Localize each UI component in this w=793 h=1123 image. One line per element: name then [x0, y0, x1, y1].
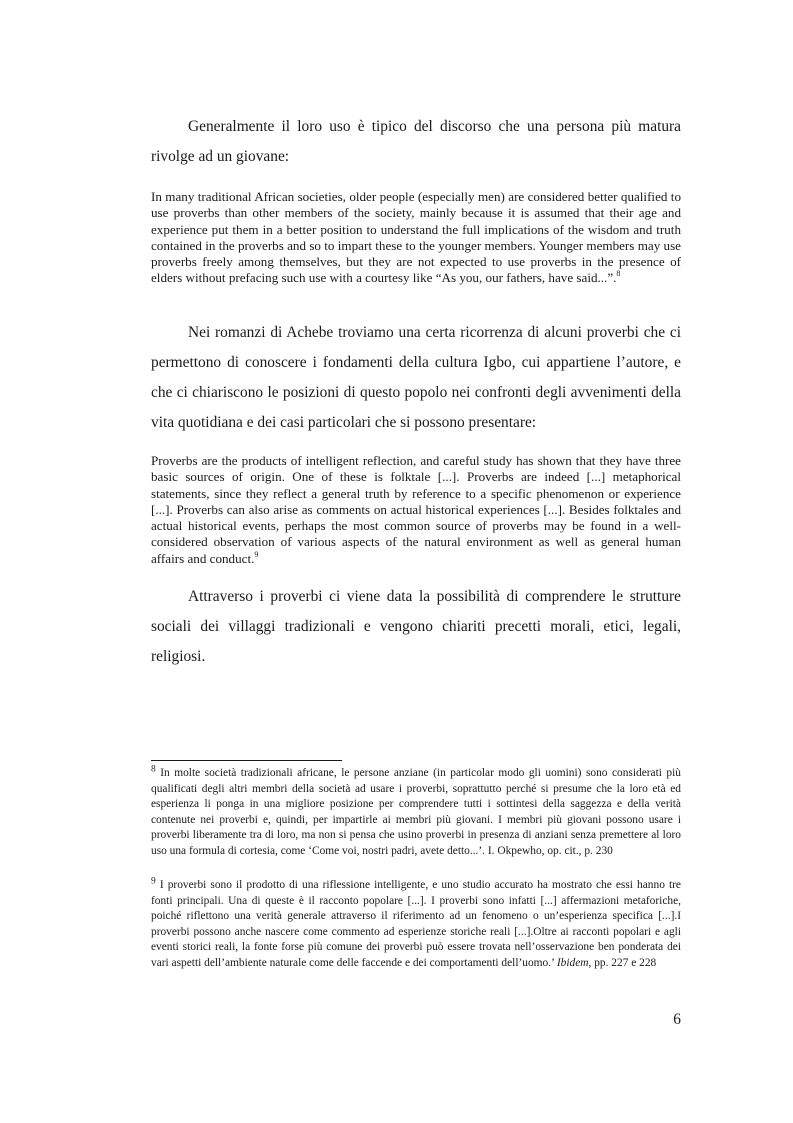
footnote-ref-8[interactable]: 8 [616, 269, 621, 279]
footnote-ref-9[interactable]: 9 [254, 549, 259, 559]
block-quote-1-text: In many traditional African societies, older people (especially men) are considered better qualified to use proverbs than other members of the society, mainly because it is assumed that their age and experience put them in a better position to understand the full implications of the wisdom and truth contained in the proverbs and so to impart these to the younger members. Younger members may use proverbs freely among themselves, but they are not expected to use proverbs in the presence of elders without prefacing such use with a courtesy like “As you, our fathers, have said...”. [151, 189, 681, 286]
body-paragraph-3 [151, 582, 681, 672]
block-quote-1 [151, 189, 681, 287]
body-paragraph-2 [151, 318, 681, 438]
footnote-8-text: In molte società tradizionali africane, le persone anziane (in particolar modo gli uomini) sono considerati più qualificati degli altri membri della società ad usare i proverbi, soprattutto perché si presume che la loro età ed esperienza li ponga in una migliore posizione per comprendere tutti i sottintesi della saggezza e della verità contenute nei proverbi e, quindi, per impartirle ai membri più giovani. I membri più giovani possono usare i proverbi liberamente tra di loro, ma non si pensa che usino proverbi in presenza di anziani senza premettere al loro uso una formula di cortesia, come ‘Come voi, nostri padri, avete detto...’. I. Okpewho, op. cit., p. 230 [151, 767, 681, 857]
body-paragraph-1 [151, 112, 681, 172]
body-paragraph-1-text: Generalmente il loro uso è tipico del discorso che una persona più matura rivolge ad un giovane: [151, 118, 681, 165]
footnote-9-source-pages: , pp. 227 e 228 [588, 956, 657, 969]
footnote-separator [151, 760, 342, 761]
footnote-9 [151, 878, 681, 972]
body-paragraph-3-text: Attraverso i proverbi ci viene data la possibilità di comprendere le strutture sociali dei villaggi tradizionali e vengono chiariti precetti morali, etici, legali, religiosi. [151, 588, 681, 665]
page-number: 6 [673, 1011, 681, 1028]
block-quote-2-text: Proverbs are the products of intelligent reflection, and careful study has shown that they have three basic sources of origin. One of these is folktale [...]. Proverbs are indeed [...] metaphorical statements, since they reflect a general truth by reference to a specific phenomenon or experience [...]. Proverbs can also arise as comments on actual historical experiences [...]. Besides folktales and actual historical events, perhaps the most common source of proverbs may be found in a well-considered observation of various aspects of the natural environment as well as general human affairs and conduct. [151, 453, 681, 566]
footnote-9-text: I proverbi sono il prodotto di una riflessione intelligente, e uno studio accurato ha mostrato che essi hanno tre fonti principali. Una di queste è il racconto popolare [...]. I proverbi sono infatti [...] affermazioni metaforiche, poiché riflettono una verità generale attraverso il riferimento ad un fenomeno o un’esperienza specifica [...].I proverbi possono anche nascere come commento ad esperienze storiche reali [...].Oltre ai racconti popolari e agli eventi storici reali, la fonte forse più comune dei proverbi può essere trovata nell’osservazione ben ponderata dei vari aspetti dell’ambiente naturale come delle faccende e dei comportamenti dell’uomo.’ [151, 879, 681, 969]
footnote-8 [151, 766, 681, 860]
body-paragraph-2-text: Nei romanzi di Achebe troviamo una certa ricorrenza di alcuni proverbi che ci permettono di conoscere i fondamenti della cultura Igbo, cui appartiene l’autore, e che ci chiariscono le posizioni di questo popolo nei confronti degli avvenimenti della vita quotidiana e dei casi particolari che si possono presentare: [151, 324, 681, 431]
footnote-8-number: 8 [151, 764, 156, 775]
footnote-9-number: 9 [151, 876, 156, 887]
block-quote-2 [151, 453, 681, 567]
footnote-9-source-title: Ibidem [556, 956, 589, 969]
